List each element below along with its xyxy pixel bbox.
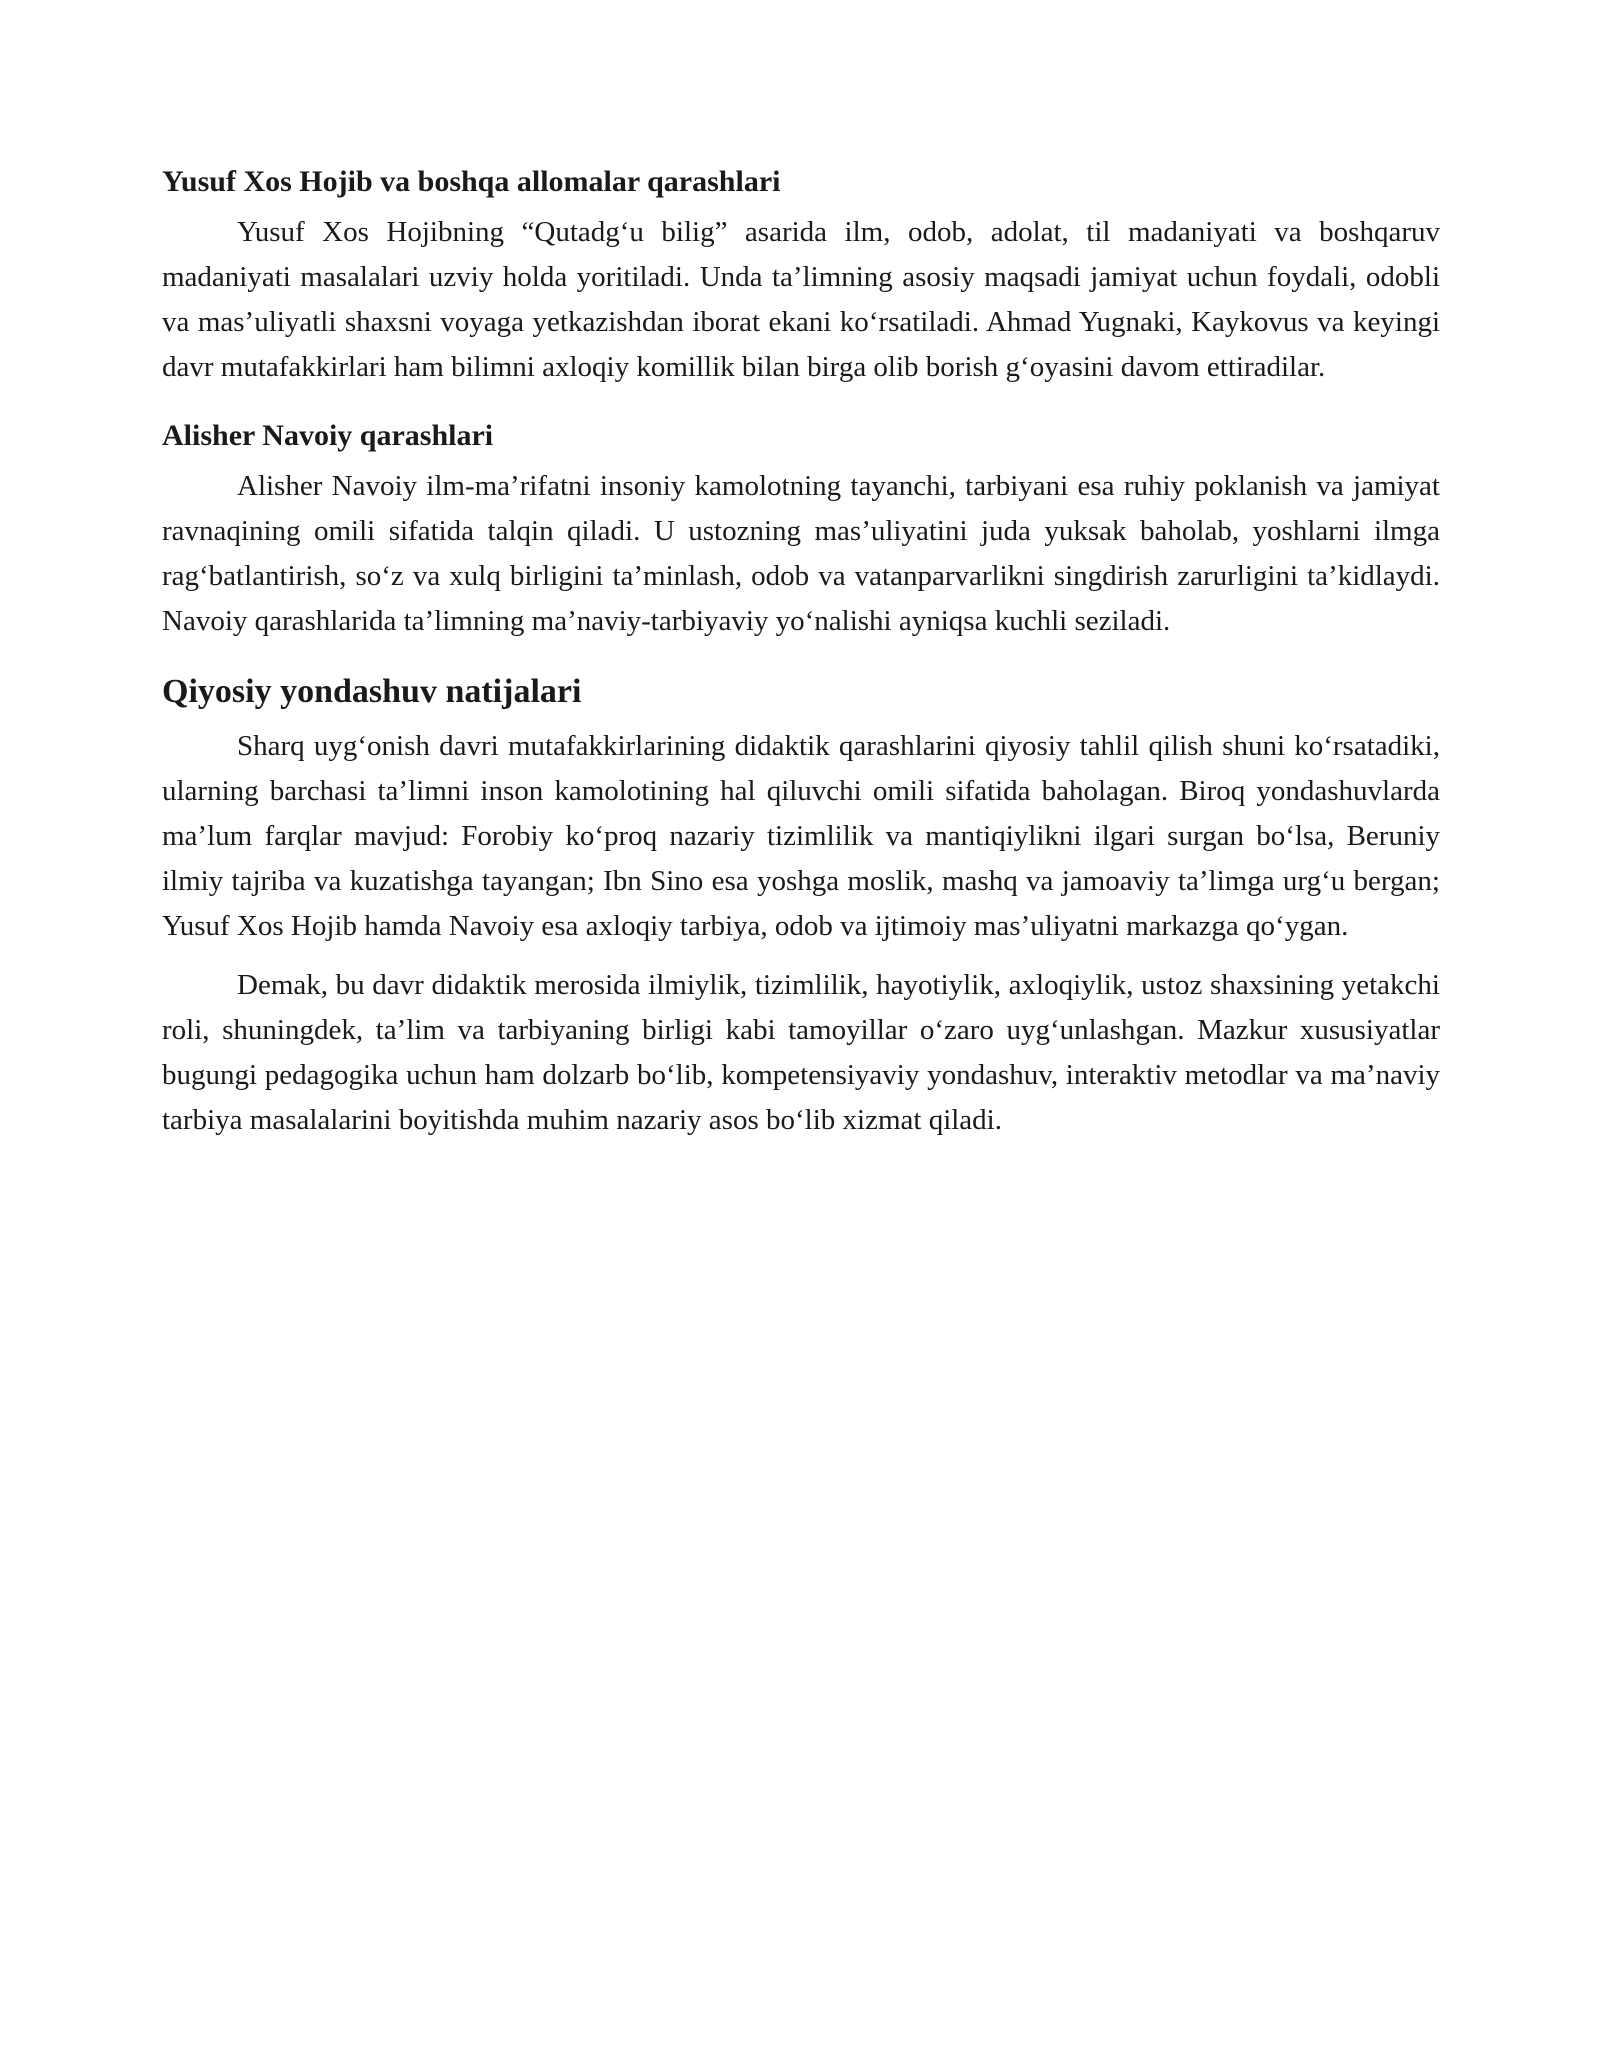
section-heading: Qiyosiy yondashuv natijalari [162,673,582,710]
section-heading: Alisher Navoiy qarashlari [162,419,494,452]
body-paragraph: Alisher Navoiy ilm-ma’rifatni insoniy kamolotning tayanchi, tarbiyani esa ruhiy poklanish va jamiyat ravnaqining omili sifatida talqin qiladi. U ustozning mas’uliyatini juda yuksak baholab, yoshlarni ilmga rag‘batlantirish, so‘z va xulq birligini ta’minlash, odob va vatanparvarlikni singdirish zarurligini ta’kidlaydi. Navoiy qarashlarida ta’limning ma’naviy-tarbiyaviy yo‘nalishi ayniqsa kuchli seziladi. [162,470,1440,637]
section-qiyosiy-yondashuv [162,670,1440,1143]
section-spacer [162,404,1440,416]
body-paragraph: Demak, bu davr didaktik merosida ilmiylik, tizimlilik, hayotiylik, axloqiylik, ustoz shaxsining yetakchi roli, shuningdek, ta’lim va tarbiyaning birligi kabi tamoyillar o‘zaro uyg‘unlashgan. Mazkur xususiyatlar bugungi pedagogika uchun ham dolzarb bo‘lib, kompetensiyaviy yondashuv, interaktiv metodlar va ma’naviy tarbiya masalalarini boyitishda muhim nazariy asos bo‘lib xizmat qiladi. [162,969,1440,1136]
section-alisher-navoiy [162,416,1440,644]
body-paragraph: Yusuf Xos Hojibning “Qutadg‘u bilig” asarida ilm, odob, adolat, til madaniyati va boshqaruv madaniyati masalalari uzviy holda yoritiladi. Unda ta’limning asosiy maqsadi jamiyat uchun foydali, odobli va mas’uliyatli shaxsni voyaga yetkazishdan iborat ekani ko‘rsatiladi. Ahmad Yugnaki, Kaykovus va keyingi davr mutafakkirlari ham bilimni axloqiy komillik bilan birga olib borish g‘oyasini davom ettiradilar. [162,216,1440,383]
section-heading: Yusuf Xos Hojib va boshqa allomalar qarashlari [162,165,781,198]
section-spacer [162,658,1440,670]
section-yusuf-xos-hojib [162,162,1440,390]
body-paragraph: Sharq uyg‘onish davri mutafakkirlarining didaktik qarashlarini qiyosiy tahlil qilish shuni ko‘rsatadiki, ularning barchasi ta’limni inson kamolotining hal qiluvchi omili sifatida baholagan. Biroq yondashuvlarda ma’lum farqlar mavjud: Forobiy ko‘proq nazariy tizimlilik va mantiqiylikni ilgari surgan bo‘lsa, Beruniy ilmiy tajriba va kuzatishga tayangan; Ibn Sino esa yoshga moslik, mashq va jamoaviy ta’limga urg‘u bergan; Yusuf Xos Hojib hamda Navoiy esa axloqiy tarbiya, odob va ijtimoiy mas’uliyatni markazga qo‘ygan. [162,730,1440,942]
